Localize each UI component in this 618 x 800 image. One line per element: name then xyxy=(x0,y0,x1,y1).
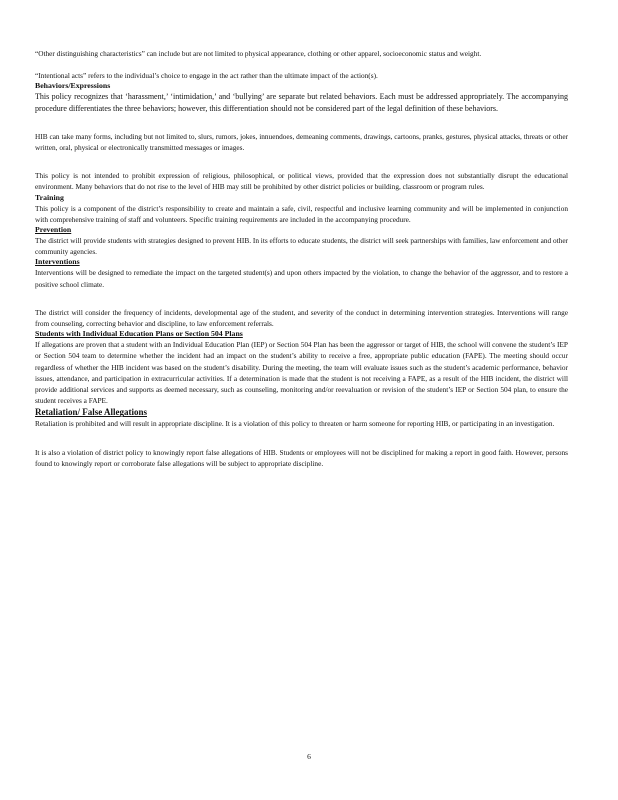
iep-heading: Students with Individual Education Plans or Section 504 Plans xyxy=(35,329,243,339)
interventions-paragraph-2: The district will consider the frequency of incidents, developmental age of the student, and severity of the conduct in determining intervention strategies. Interventions will range from counseling, correcting behavior and discipline, to law enforcement referrals. xyxy=(35,307,568,329)
page-number: 6 xyxy=(307,752,311,761)
behaviors-paragraph-2: HIB can take many forms, including but not limited to, slurs, rumors, jokes, innuendoes, demeaning comments, drawings, cartoons, pranks, gestures, physical attacks, threats or other written, oral, physical or electronically transmitted messages or images. xyxy=(35,131,568,153)
training-heading: Training xyxy=(35,192,64,202)
prevention-paragraph: The district will provide students with strategies designed to prevent HIB. In its efforts to educate students, the district will seek partnerships with families, law enforcement and other community agencies. xyxy=(35,236,568,257)
prevention-heading: Prevention xyxy=(35,225,72,235)
behaviors-paragraph-3: This policy is not intended to prohibit expression of religious, philosophical, or political views, provided that the expression does not substantially disrupt the educational environment. Many behaviors that do not rise to the level of HIB may still be prohibited by other district policies or building, classroom or program rules. xyxy=(35,171,568,192)
interventions-heading: Interventions xyxy=(35,257,80,267)
interventions-paragraph-1: Interventions will be designed to remediate the impact on the targeted student(s) and upon others impacted by the violation, to change the behavior of the aggressor, and to restore a positive school climate. xyxy=(35,268,568,289)
retaliation-paragraph-2: It is also a violation of district policy to knowingly report false allegations of HIB. Students or employees will not be disciplined for making a report in good faith. However, persons found to knowingly report or corroborate false allegations will be subject to appropriate discipline. xyxy=(35,447,568,468)
retaliation-heading: Retaliation/ False Allegations xyxy=(35,407,147,418)
definition-intentional-acts: “Intentional acts” refers to the individual’s choice to engage in the act rather than the ultimate impact of the action(s). xyxy=(35,71,378,81)
training-paragraph: This policy is a component of the district’s responsibility to create and maintain a safe, civil, respectful and inclusive learning community and will be implemented in conjunction with comprehensive training of staff and volunteers. Specific training requirements are included in the accompanying procedure. xyxy=(35,203,568,224)
behaviors-heading: Behaviors/Expressions xyxy=(35,81,111,91)
behaviors-paragraph-1: This policy recognizes that ‘harassment,’ ‘intimidation,’ and ‘bullying’ are separate but related behaviors. Each must be addressed appropriately. The accompanying procedure differentiates the three behaviors; however, this differentiation should not be considered part of the legal definition of these behaviors. xyxy=(35,92,568,113)
iep-paragraph: If allegations are proven that a student with an Individual Education Plan (IEP) or Section 504 Plan has been the aggressor or target of HIB, the school will convene the student’s IEP or Section 504 team to determine whether the incident had an impact on the student’s ability to receive a free, appropriate public education (FAPE). The meeting should occur regardless of whether the HIB incident was based on the student’s disability. During the meeting, the team will evaluate issues such as the student’s academic performance, behavior issues, attendance, and participation in extracurricular activities. If a determination is made that the student is not receiving a FAPE, as a result of the HIB incident, the district will provide additional services and supports as deemed necessary, such as counseling, monitoring and/or reevaluation or revision of the student’s IEP or Section 504 plan, to ensure the student receives a FAPE. xyxy=(35,340,568,406)
retaliation-paragraph-1: Retaliation is prohibited and will result in appropriate discipline. It is a violation of this policy to threaten or harm someone for reporting HIB, or participating in an investigation. xyxy=(35,419,555,429)
document-body xyxy=(35,48,568,469)
definition-other-characteristics: “Other distinguishing characteristics” can include but are not limited to physical appearance, clothing or other apparel, socioeconomic status and weight. xyxy=(35,49,482,58)
